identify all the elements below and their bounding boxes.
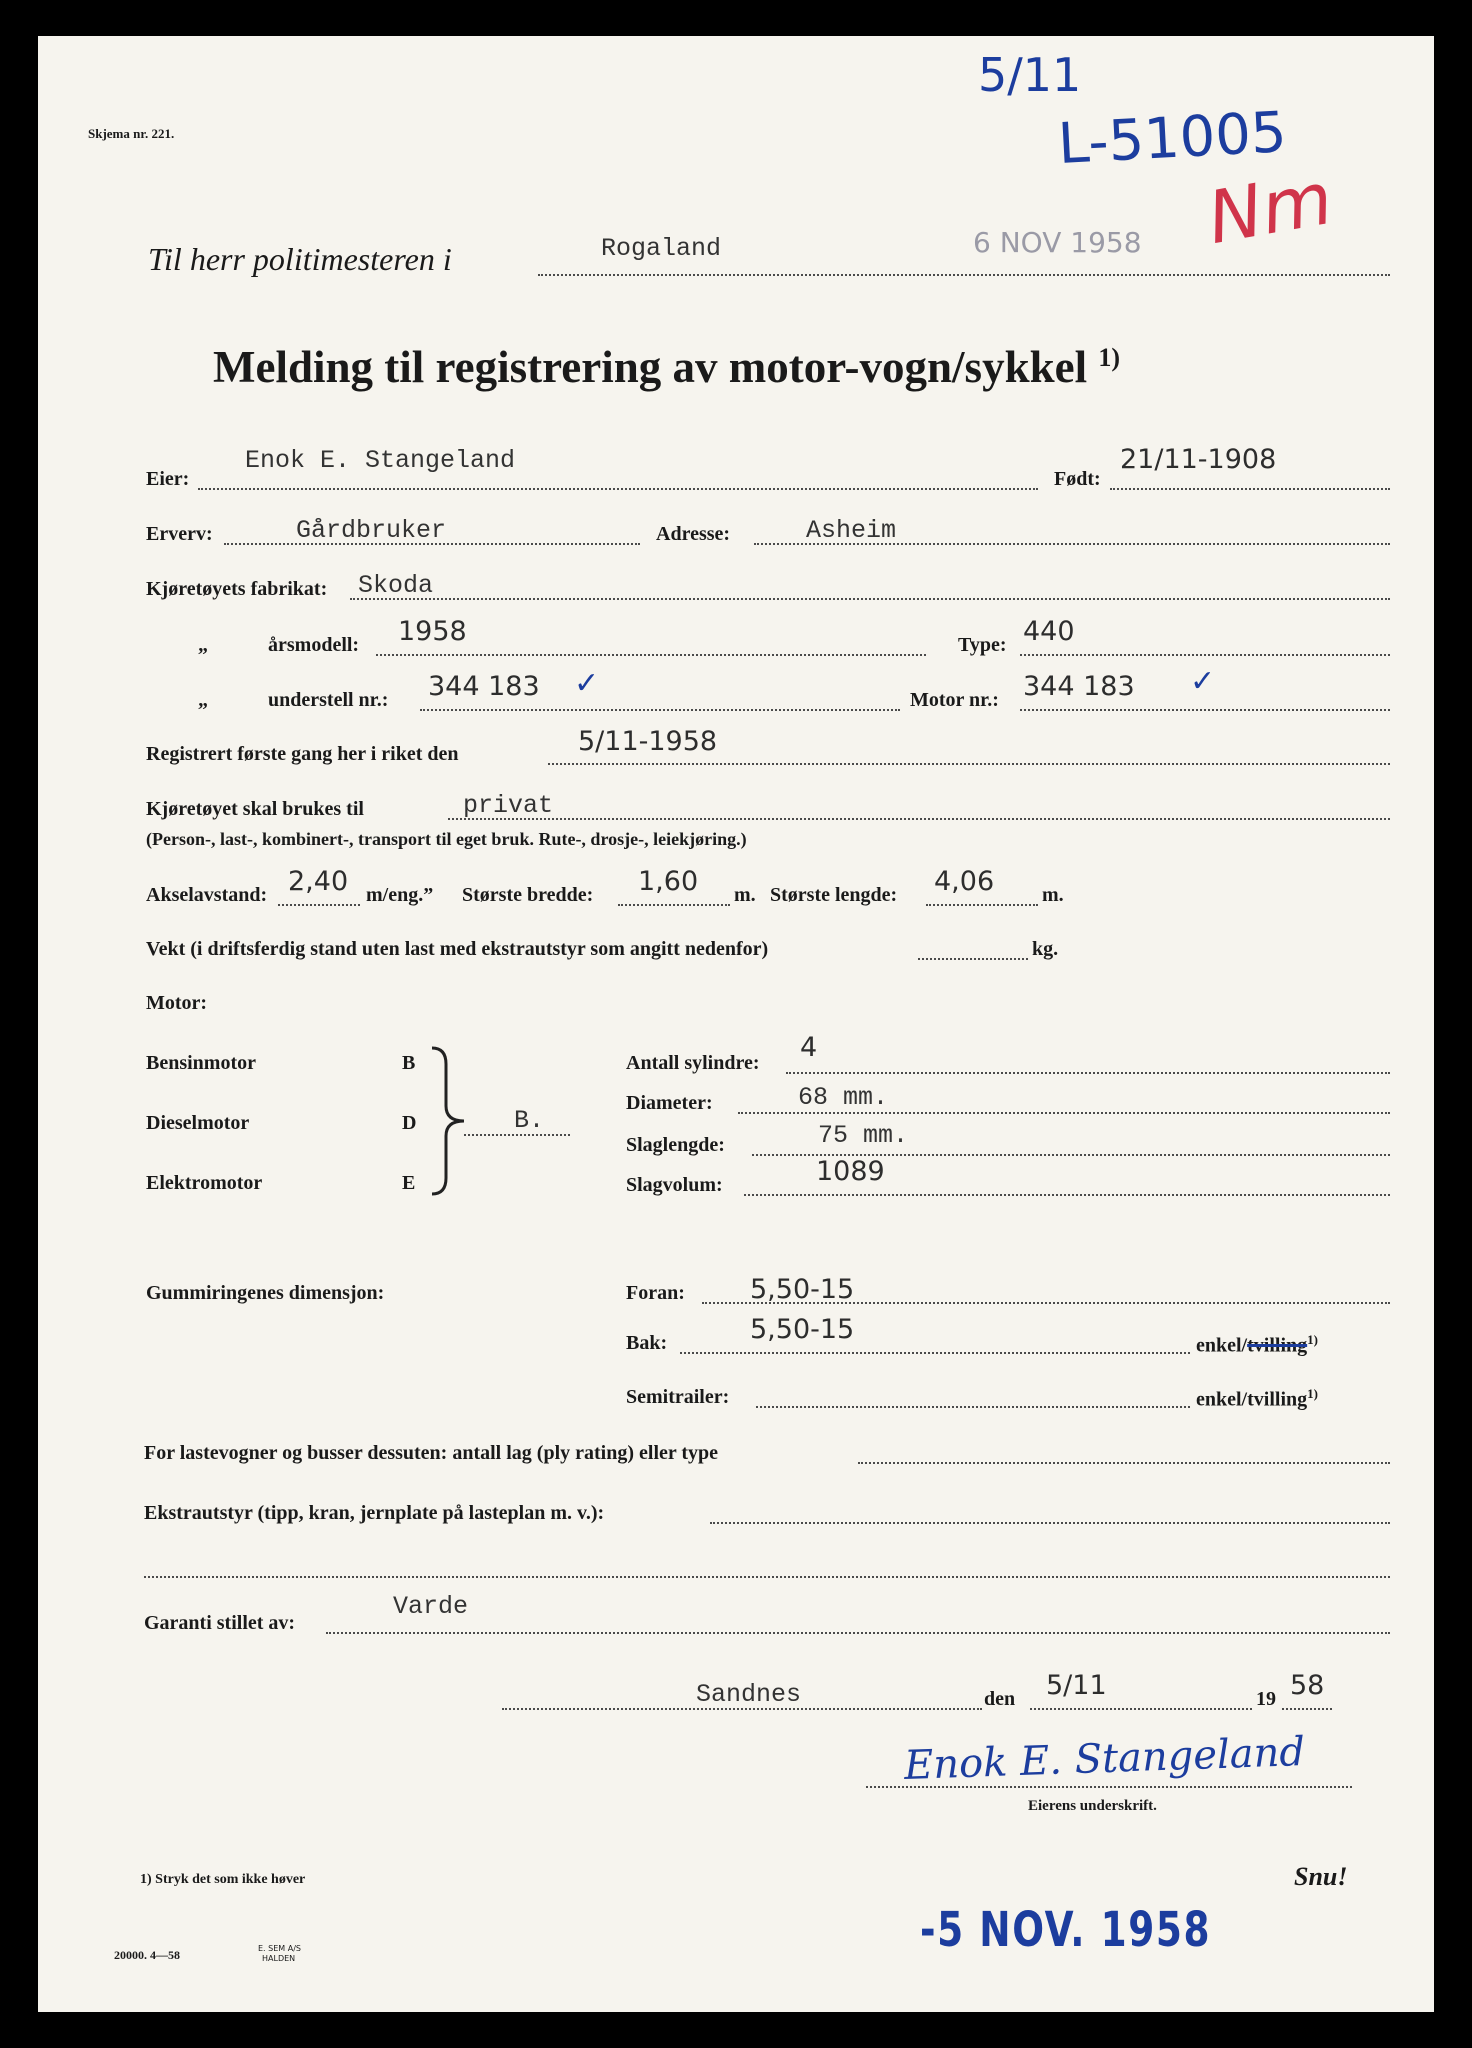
ekstrautstyr-line — [710, 1522, 1390, 1524]
diesel-code: D — [402, 1112, 417, 1134]
schema-number: Skjema nr. 221. — [88, 126, 175, 141]
fabrikat-line — [350, 598, 1390, 600]
registrert-value: 5/11-1958 — [578, 726, 718, 757]
fabrikat-label: Kjøretøyets fabrikat: — [146, 578, 328, 600]
semi-label: Semitrailer: — [626, 1386, 730, 1408]
foran-label: Foran: — [626, 1282, 685, 1304]
sylindre-value: 4 — [800, 1032, 818, 1063]
footnote: 1) Stryk det som ikke høver — [140, 1872, 306, 1887]
eier-value: Enok E. Stangeland — [245, 446, 516, 475]
elektro-code: E — [402, 1172, 416, 1194]
signature-caption: Eierens underskrift. — [1028, 1798, 1157, 1814]
owner-signature: Enok E. Stangeland — [903, 1729, 1306, 1789]
erverv-value: Gårdbruker — [296, 516, 447, 545]
diameter-line — [738, 1112, 1390, 1114]
registration-number: L-51005 — [1056, 100, 1289, 177]
elektro-label: Elektromotor — [146, 1172, 263, 1194]
initials: Nm — [1201, 155, 1339, 261]
note-top: 5/11 — [978, 48, 1082, 102]
bensin-label: Bensinmotor — [146, 1052, 256, 1074]
aksel-unit: m/eng.” — [366, 884, 434, 906]
year-prefix: 19 — [1256, 1688, 1276, 1710]
bak-label: Bak: — [626, 1332, 668, 1354]
lengde-unit: m. — [1042, 884, 1064, 906]
brukes-value: privat — [463, 791, 554, 820]
vekt-label: Vekt (i driftsferdig stand uten last med ekstrautstyr som angitt nedenfor) — [146, 938, 769, 960]
den-label: den — [984, 1688, 1016, 1710]
year-value: 58 — [1290, 1670, 1325, 1701]
bredde-label: Største bredde: — [462, 884, 594, 906]
fodt-line — [1110, 488, 1390, 490]
lastevogner-label: For lastevogner og busser dessuten: antall lag (ply rating) eller type — [144, 1442, 719, 1464]
motor-selected: B. — [514, 1106, 545, 1135]
district-value: Rogaland — [601, 234, 722, 263]
form-title-text: Melding til registrering av motor-vogn/sykkel — [213, 342, 1088, 392]
slagvolum-label: Slagvolum: — [626, 1174, 723, 1196]
signature-line — [866, 1786, 1352, 1788]
district-line — [538, 274, 1390, 276]
printer-city: HALDEN — [262, 1954, 296, 1963]
diesel-label: Dieselmotor — [146, 1112, 250, 1134]
slaglengde-value: 75 mm. — [818, 1121, 909, 1150]
bak-value: 5,50-15 — [750, 1314, 855, 1345]
tyres-label: Gummiringenes dimensjon: — [146, 1282, 385, 1304]
brukes-line — [448, 818, 1390, 820]
understell-line — [420, 709, 900, 711]
garanti-line — [326, 1632, 1390, 1634]
bak-tvilling-struck: tvilling — [1247, 1334, 1308, 1357]
sylindre-line — [786, 1072, 1390, 1074]
bredde-value: 1,60 — [638, 866, 699, 897]
motor-nr-line — [1020, 709, 1390, 711]
fodt-value: 21/11-1908 — [1120, 444, 1277, 475]
type-label: Type: — [958, 634, 1007, 656]
document-paper — [38, 36, 1434, 2012]
sylindre-label: Antall sylindre: — [626, 1052, 760, 1074]
lengde-value: 4,06 — [934, 866, 995, 897]
semi-suffix — [1196, 1386, 1318, 1412]
semi-footnote-mark: 1) — [1307, 1386, 1318, 1401]
eier-line — [198, 488, 1038, 490]
registrert-line — [548, 763, 1390, 765]
date-stamp: -5 NOV. 1958 — [920, 1902, 1212, 1958]
fabrikat-value: Skoda — [358, 571, 434, 600]
semi-enkel-tvilling: enkel/tvilling — [1196, 1388, 1308, 1411]
motor-nr-value: 344 183 — [1023, 671, 1135, 702]
slaglengde-label: Slaglengde: — [626, 1134, 725, 1156]
garanti-label: Garanti stillet av: — [144, 1612, 296, 1634]
bensin-code: B — [402, 1052, 416, 1074]
foran-value: 5,50-15 — [750, 1274, 855, 1305]
ditto-mark-1: „ — [198, 634, 208, 656]
place-value: Sandnes — [696, 1680, 802, 1709]
understell-value: 344 183 — [428, 671, 540, 702]
bak-line — [680, 1352, 1190, 1354]
type-line — [1020, 654, 1390, 656]
received-stamp: 6 NOV 1958 — [973, 226, 1142, 259]
adresse-label: Adresse: — [656, 523, 731, 545]
registrert-label: Registrert første gang her i riket den — [146, 743, 459, 765]
diameter-label: Diameter: — [626, 1092, 713, 1114]
bak-enkel: enkel/ — [1196, 1334, 1248, 1357]
aksel-value: 2,40 — [288, 866, 349, 897]
title-footnote-mark: 1) — [1098, 343, 1121, 372]
motor-heading: Motor: — [146, 992, 208, 1014]
bredde-line — [618, 904, 730, 906]
motor-brace — [428, 1046, 472, 1196]
aksel-line — [278, 904, 360, 906]
lengde-line — [926, 904, 1038, 906]
garanti-value: Varde — [393, 1592, 469, 1621]
adresse-value: Asheim — [806, 516, 897, 545]
bak-suffix — [1196, 1332, 1318, 1358]
check-mark-motor: ✓ — [1190, 664, 1216, 699]
type-value: 440 — [1023, 616, 1075, 647]
motor-nr-label: Motor nr.: — [910, 689, 999, 711]
date-value: 5/11 — [1046, 1670, 1107, 1701]
diameter-value: 68 mm. — [798, 1083, 889, 1112]
vekt-unit: kg. — [1032, 938, 1059, 960]
brukes-note: (Person-, last-, kombinert-, transport til eget bruk. Rute-, drosje-, leiekjøring.) — [146, 829, 747, 849]
bak-footnote-mark: 1) — [1307, 1332, 1318, 1347]
form-title — [213, 341, 1120, 393]
ekstrautstyr-line-2 — [144, 1576, 1390, 1578]
lengde-label: Største lengde: — [770, 884, 898, 906]
semi-line — [756, 1406, 1190, 1408]
slagvolum-value: 1089 — [816, 1156, 885, 1187]
arsmodell-value: 1958 — [398, 616, 467, 647]
printer-name: E. SEM A/S — [258, 1944, 301, 1953]
fodt-label: Født: — [1054, 468, 1101, 490]
ditto-mark-2: „ — [198, 689, 208, 711]
slagvolum-line — [744, 1194, 1390, 1196]
check-mark-understell: ✓ — [574, 666, 600, 701]
bredde-unit: m. — [734, 884, 756, 906]
lastevogner-line — [858, 1462, 1390, 1464]
eier-label: Eier: — [146, 468, 190, 490]
erverv-label: Erverv: — [146, 523, 213, 545]
vekt-line — [918, 958, 1028, 960]
printer-number: 20000. 4—58 — [114, 1948, 180, 1962]
arsmodell-label: årsmodell: — [268, 634, 360, 656]
arsmodell-line — [376, 654, 926, 656]
understell-label: understell nr.: — [268, 689, 389, 711]
salutation: Til herr politimesteren i — [148, 241, 452, 277]
aksel-label: Akselavstand: — [146, 884, 268, 906]
brukes-label: Kjøretøyet skal brukes til — [146, 798, 364, 820]
ekstrautstyr-label: Ekstrautstyr (tipp, kran, jernplate på lasteplan m. v.): — [144, 1502, 605, 1524]
snu-text: Snu! — [1294, 1862, 1348, 1891]
date-line — [1030, 1708, 1252, 1710]
year-line — [1282, 1708, 1332, 1710]
